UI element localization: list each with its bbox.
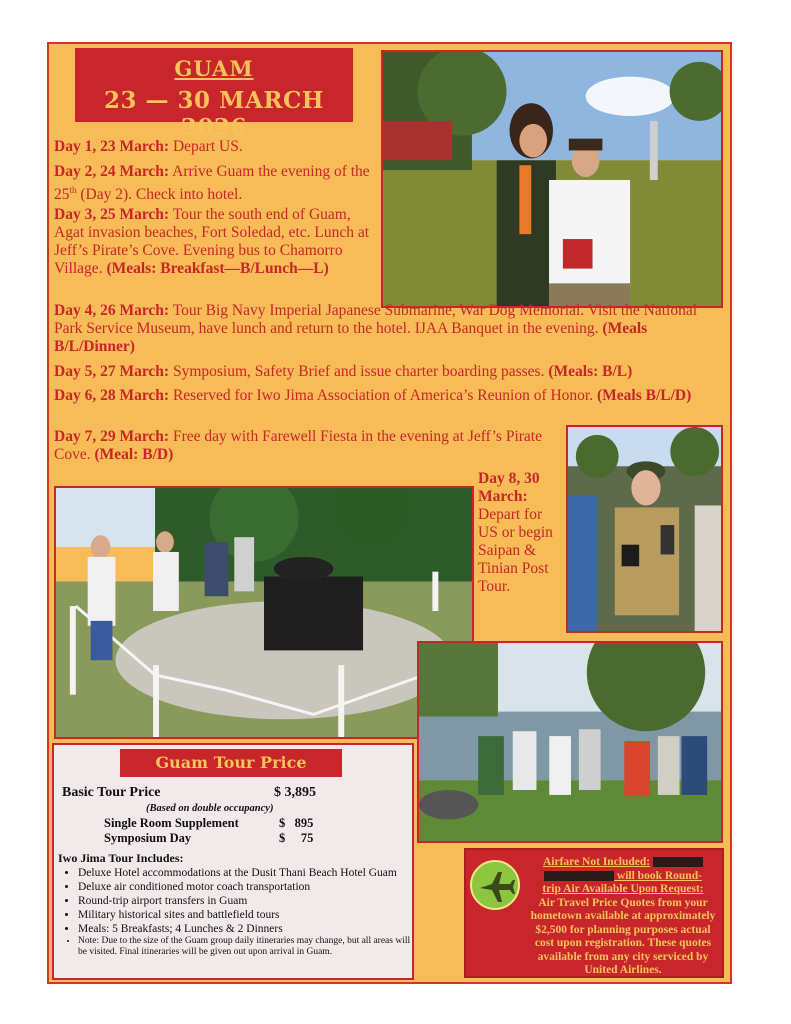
photo-war-dog-memorial <box>54 486 474 739</box>
list-item: • Military historical sites and battlefield tours <box>78 908 418 922</box>
airfare-line2: will book Round- <box>614 869 702 882</box>
symposium-value: $ 75 <box>279 831 314 845</box>
day-text: Free day with Farewell Fiesta in the evening at Jeff’s Pirate Cove. <box>54 428 542 463</box>
airfare-box <box>464 848 724 978</box>
itinerary-day-8 <box>478 470 560 596</box>
list-item: • Meals: 5 Breakfasts; 4 Lunches & 2 Dinners <box>78 922 418 936</box>
list-item: • Round-trip airport transfers in Guam <box>78 894 418 908</box>
day-text: Tour the south end of Guam, Agat invasion beaches, Fort Soledad, etc. Lunch at Jeff’s Pirate’s Cove. Evening bus to Chamorro Village. <box>54 206 370 277</box>
single-room-value: $ 895 <box>279 816 314 830</box>
photo-veteran-portrait <box>566 425 723 633</box>
price-heading: Guam Tour Price <box>120 749 342 777</box>
airfare-text <box>526 856 720 978</box>
airfare-heading: Airfare Not Included: <box>543 856 651 868</box>
redacted-text <box>544 871 614 881</box>
day-meals: (Meals: B/L) <box>548 363 633 380</box>
itinerary-day-2 <box>54 163 374 204</box>
basic-price-value: $ 3,895 <box>274 785 316 800</box>
airplane-icon <box>470 860 520 910</box>
basic-price-label: Basic Tour Price <box>62 785 161 800</box>
day-label: Day 5, 27 March: <box>54 363 170 380</box>
day-label: Day 2, 24 March: <box>54 163 170 180</box>
itinerary-day-1 <box>54 138 374 156</box>
list-item-note: • Note: Due to the size of the Guam group daily itineraries may change, but all areas will be visited. Final itineraries will be given out upon arrival in Guam. <box>78 936 418 958</box>
airfare-body: Air Travel Price Quotes from your hometown available at approximately $2,500 for planning purposes actual cost upon registration. These quotes available from any city serviced by United Airlines. <box>530 896 716 976</box>
list-item: • Deluxe air conditioned motor coach transportation <box>78 880 418 894</box>
itinerary-day-5 <box>54 363 719 381</box>
redacted-text <box>653 857 703 867</box>
title-dates: 23 — 30 MARCH 2026 <box>104 87 324 141</box>
day-text: Arrive Guam the evening of the 25 <box>54 163 370 204</box>
single-room-label: Single Room Supplement <box>104 816 239 830</box>
list-item: • Deluxe Hotel accommodations at the Dusit Thani Beach Hotel Guam <box>78 866 418 880</box>
day-label: Day 8, 30 March: <box>478 470 540 505</box>
itinerary-day-6 <box>54 387 719 405</box>
day-label: Day 4, 26 March: <box>54 302 170 319</box>
day-label: Day 3, 25 March: <box>54 206 170 223</box>
title-location: GUAM <box>174 56 254 81</box>
day-meals: (Meals: Breakfast—B/Lunch—L) <box>106 260 329 277</box>
basic-price-note: (Based on double occupancy) <box>146 803 274 814</box>
day-text: Depart for US or begin Saipan & Tinian Post Tour. <box>478 506 553 595</box>
includes-heading: Iwo Jima Tour Includes: <box>58 851 184 865</box>
title-banner <box>75 48 353 141</box>
day-label: Day 7, 29 March: <box>54 428 170 445</box>
day-text-superscript: th <box>69 185 77 195</box>
day-text: Reserved for Iwo Jima Association of America’s Reunion of Honor. <box>172 387 594 404</box>
day-text-cont: (Day 2). Check into hotel. <box>76 186 243 204</box>
photo-two-visitors <box>381 50 723 308</box>
day-meals: (Meal: B/D) <box>94 446 174 463</box>
itinerary-day-4 <box>54 302 719 356</box>
day-label: Day 1, 23 March: <box>54 138 170 155</box>
itinerary-day-3 <box>54 206 374 278</box>
itinerary-day-7 <box>54 428 564 464</box>
photo-group-waterfront <box>417 641 723 843</box>
symposium-label: Symposium Day <box>104 831 192 845</box>
includes-list <box>64 866 418 958</box>
day-text: Tour Big Navy Imperial Japanese Submarine, War Dog Memorial. Visit the National Park Service Museum, have lunch and return to the hotel. IJAA Banquet in the evening. <box>54 302 698 337</box>
day-text: Depart US. <box>172 138 243 155</box>
day-meals: (Meals B/L/D) <box>597 387 692 404</box>
airfare-line3: trip Air Available Upon Request: <box>542 883 704 895</box>
tour-price-box <box>52 743 414 980</box>
day-label: Day 6, 28 March: <box>54 387 170 404</box>
day-meals: (Meals B/L/Dinner) <box>54 320 648 355</box>
day-text: Symposium, Safety Brief and issue charter boarding passes. <box>172 363 545 380</box>
